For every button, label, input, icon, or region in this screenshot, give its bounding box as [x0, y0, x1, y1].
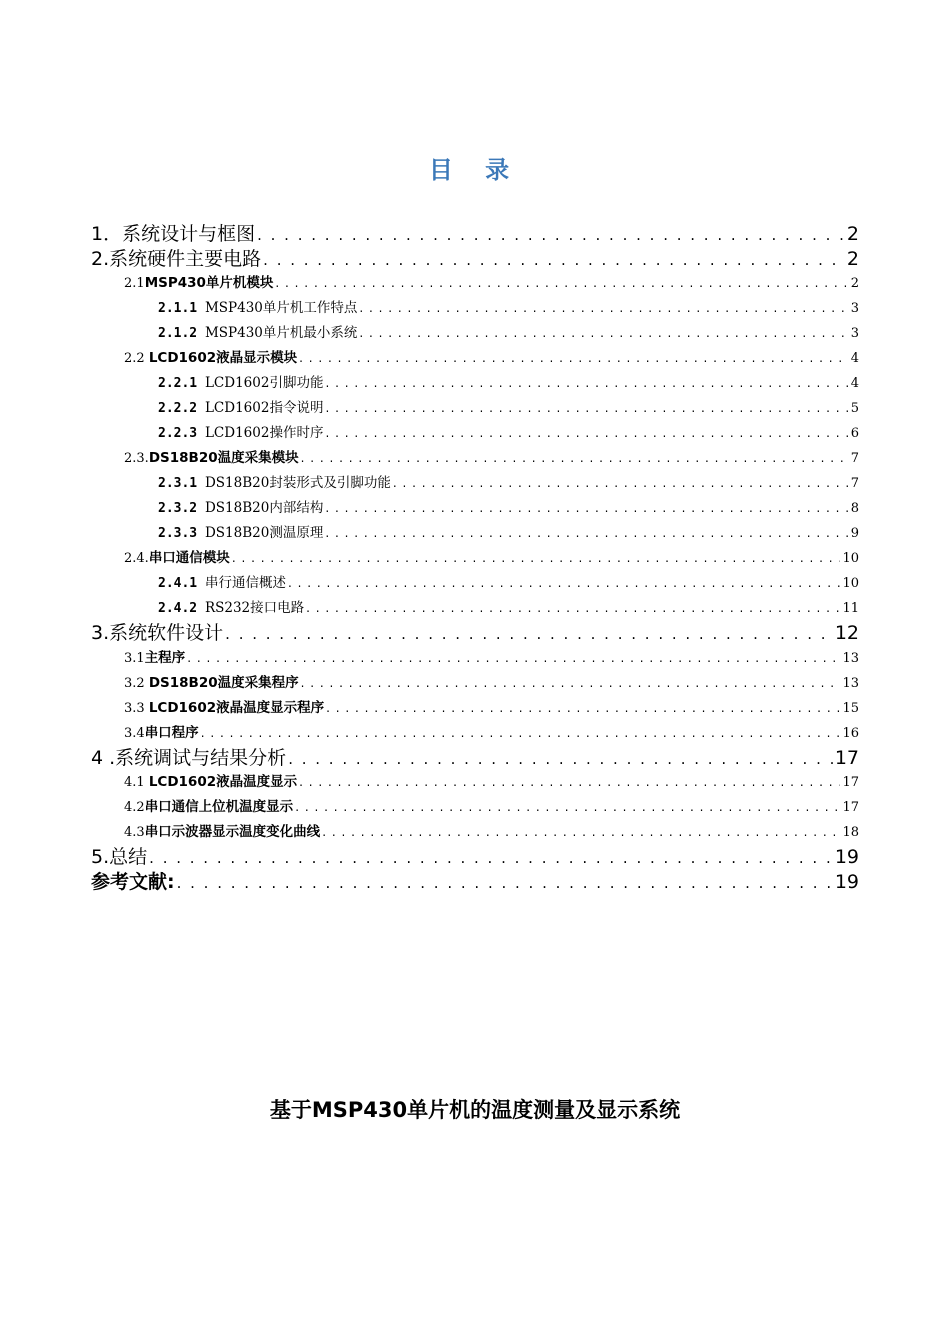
toc-entry-2-2-1[interactable]	[158, 371, 859, 396]
toc-entry-2-1-1[interactable]	[158, 296, 859, 321]
toc-page-number: 6	[850, 426, 859, 441]
toc-entry-label: 参考文献:	[91, 871, 175, 892]
toc-entry-label: 1．系统设计与框图	[91, 223, 256, 244]
toc-page-number: 2	[850, 276, 859, 291]
toc-page-number: 12	[834, 622, 859, 643]
toc-entry-2-4-1[interactable]	[158, 571, 859, 596]
toc-entry-label: 2.1MSP430单片机模块	[124, 275, 274, 291]
toc-entry-label: 2.3.1 DS18B20封装形式及引脚功能	[158, 475, 391, 491]
toc-leader-dots	[232, 551, 841, 565]
toc-heading: 目 录	[428, 156, 522, 184]
toc-entry-references[interactable]	[91, 867, 859, 892]
toc-leader-dots	[325, 426, 848, 440]
toc-page-number: 9	[850, 526, 859, 541]
toc-leader-dots	[322, 825, 840, 839]
toc-leader-dots	[306, 601, 840, 615]
toc-entry-1[interactable]	[91, 219, 859, 244]
toc-entry-2-3-1[interactable]	[158, 471, 859, 496]
toc-entry-5[interactable]	[91, 842, 859, 867]
toc-entry-label: 2.3.2 DS18B20内部结构	[158, 500, 324, 516]
toc-entry-label: 2.2.1 LCD1602引脚功能	[158, 375, 324, 391]
toc-leader-dots	[149, 849, 833, 867]
toc-entry-2-3-2[interactable]	[158, 496, 859, 521]
toc-page-number: 17	[842, 800, 859, 815]
toc-page-number: 3	[850, 301, 859, 316]
toc-entry-label: 4.1 LCD1602液晶温度显示	[124, 774, 298, 790]
toc-entry-2-2[interactable]	[124, 346, 859, 371]
toc-leader-dots	[263, 251, 845, 269]
toc-page-number: 2	[846, 248, 859, 269]
toc-page-number: 5	[850, 401, 859, 416]
toc-leader-dots	[295, 800, 840, 814]
toc-entry-label: 5.总结	[91, 846, 148, 867]
toc-entry-label: 4 .系统调试与结果分析	[91, 747, 287, 768]
toc-entry-2-3[interactable]	[124, 446, 859, 471]
toc-entry-3-1[interactable]	[124, 646, 859, 671]
toc-leader-dots	[275, 276, 848, 290]
toc-page-number: 17	[834, 747, 859, 768]
toc-entry-label: 2.4.1 串行通信概述	[158, 575, 286, 591]
toc-entry-3-3[interactable]	[124, 696, 859, 721]
toc-page-number: 7	[850, 476, 859, 491]
toc-page-number: 10	[842, 551, 859, 566]
toc-leader-dots	[359, 326, 848, 340]
toc-entry-label: 2.1.1 MSP430单片机工作特点	[158, 300, 358, 316]
toc-entry-label: 2.2.2 LCD1602指令说明	[158, 400, 324, 416]
toc-entry-label: 3.1主程序	[124, 650, 186, 666]
toc-page-number: 13	[842, 676, 859, 691]
toc-entry-label: 2.系统硬件主要电路	[91, 248, 262, 269]
toc-leader-dots	[299, 351, 849, 365]
toc-entry-label: 2.3.DS18B20温度采集模块	[124, 450, 299, 466]
toc-leader-dots	[326, 701, 840, 715]
toc-entry-3[interactable]	[91, 618, 859, 643]
toc-leader-dots	[225, 625, 833, 643]
toc-entry-2-4[interactable]	[124, 546, 859, 571]
toc-leader-dots	[187, 651, 840, 665]
document-title: 基于MSP430单片机的温度测量及显示系统	[269, 1098, 681, 1122]
toc-page-number: 16	[842, 726, 859, 741]
toc-entry-label: 3.4串口程序	[124, 725, 199, 741]
toc-leader-dots	[177, 874, 833, 892]
toc-entry-label: 2.2.3 LCD1602操作时序	[158, 425, 324, 441]
toc-entry-label: 3.3 LCD1602液晶温度显示程序	[124, 700, 325, 716]
toc-entry-label: 2.2 LCD1602液晶显示模块	[124, 350, 298, 366]
toc-page-number: 3	[850, 326, 859, 341]
toc-page-number: 17	[842, 775, 859, 790]
toc-leader-dots	[299, 775, 840, 789]
toc-leader-dots	[201, 726, 841, 740]
toc-page-number: 2	[846, 223, 859, 244]
toc-entry-2-1[interactable]	[124, 271, 859, 296]
toc-page-number: 10	[842, 576, 859, 591]
toc-entry-2-3-3[interactable]	[158, 521, 859, 546]
toc-entry-label: 2.4.串口通信模块	[124, 550, 230, 566]
toc-leader-dots	[301, 451, 849, 465]
toc-entry-label: 4.2串口通信上位机温度显示	[124, 799, 294, 815]
toc-leader-dots	[325, 526, 848, 540]
toc-page-number: 15	[842, 701, 859, 716]
toc-page-number: 4	[850, 376, 859, 391]
toc-entry-4-2[interactable]	[124, 795, 859, 820]
toc-entry-3-2[interactable]	[124, 671, 859, 696]
toc-leader-dots	[359, 301, 848, 315]
toc-leader-dots	[288, 750, 833, 768]
toc-page-number: 8	[850, 501, 859, 516]
toc-entry-4-1[interactable]	[124, 770, 859, 795]
toc-leader-dots	[257, 226, 845, 244]
toc-entry-label: 4.3串口示波器显示温度变化曲线	[124, 824, 321, 840]
toc-entry-2-1-2[interactable]	[158, 321, 859, 346]
toc-entry-2-2-2[interactable]	[158, 396, 859, 421]
toc-page-number: 13	[842, 651, 859, 666]
toc-page-number: 19	[834, 871, 859, 892]
toc-leader-dots	[325, 401, 848, 415]
toc-entry-label: 2.4.2 RS232接口电路	[158, 600, 305, 616]
toc-page-number: 7	[850, 451, 859, 466]
toc-page-number: 19	[834, 846, 859, 867]
toc-page-number: 4	[850, 351, 859, 366]
toc-entry-4[interactable]	[91, 743, 859, 768]
toc-entry-label: 2.3.3 DS18B20测温原理	[158, 525, 324, 541]
toc-leader-dots	[325, 501, 848, 515]
toc-leader-dots	[325, 376, 848, 390]
toc-page-number: 18	[842, 825, 859, 840]
toc-entry-label: 3.系统软件设计	[91, 622, 224, 643]
toc-leader-dots	[393, 476, 849, 490]
toc-leader-dots	[288, 576, 840, 590]
toc-page-number: 11	[842, 601, 859, 616]
toc-entry-label: 3.2 DS18B20温度采集程序	[124, 675, 299, 691]
toc-entry-2-2-3[interactable]	[158, 421, 859, 446]
toc-entry-2[interactable]	[91, 244, 859, 269]
toc-leader-dots	[301, 676, 841, 690]
toc-entry-label: 2.1.2 MSP430单片机最小系统	[158, 325, 358, 341]
